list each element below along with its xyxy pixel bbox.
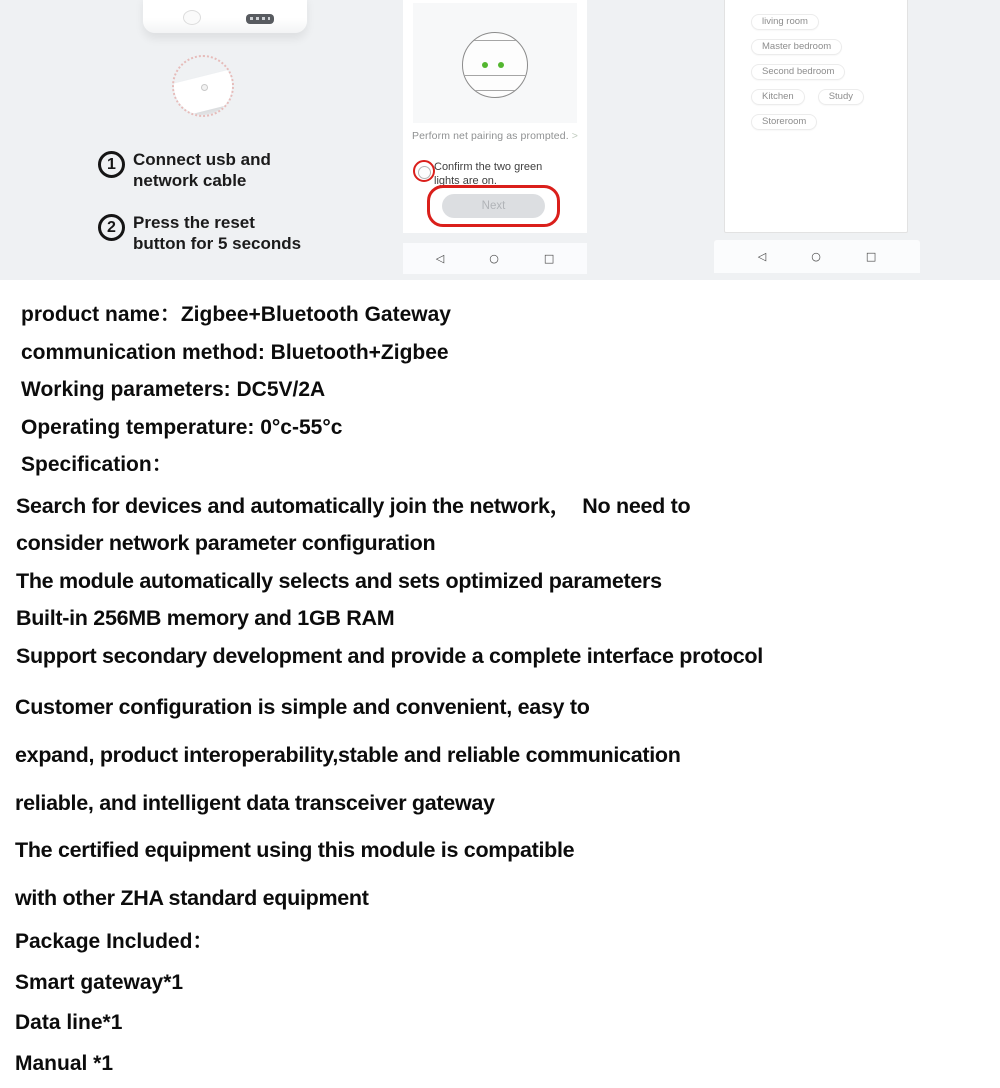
room-tag-master-bedroom[interactable]: Master bedroom <box>751 39 842 55</box>
gateway-sphere-illustration <box>462 32 528 98</box>
room-tag-storeroom[interactable]: Storeroom <box>751 114 817 130</box>
chevron-right-icon: > <box>571 130 578 142</box>
step-1-number-badge: 1 <box>98 151 125 178</box>
pairing-hint-text: Perform net pairing as prompted. > <box>412 130 578 142</box>
android-navbar <box>403 243 587 274</box>
android-back-icon[interactable]: ◁ <box>435 252 445 265</box>
package-heading: Package Included： <box>15 930 214 953</box>
sphere-line <box>463 75 527 76</box>
step-2-number-badge: 2 <box>98 214 125 241</box>
device-edge-detail <box>172 65 234 117</box>
description-line: reliable, and intelligent data transceiver gateway <box>15 790 495 815</box>
pairing-phone-screenshot <box>403 0 587 233</box>
step-1-text: Connect usb and network cable <box>133 150 271 190</box>
android-recents-icon[interactable]: □ <box>543 252 555 265</box>
description-line: The certified equipment using this module is compatible <box>15 838 575 863</box>
reset-button-detail-icon <box>201 84 208 91</box>
device-pair-button-image <box>183 10 201 25</box>
sphere-line <box>466 90 524 91</box>
room-tag-kitchen[interactable]: Kitchen <box>751 89 805 105</box>
confirm-radio-button[interactable] <box>418 166 431 179</box>
gateway-device-image <box>143 0 307 33</box>
room-tag-living-room[interactable]: living room <box>751 14 819 30</box>
description-line: with other ZHA standard equipment <box>15 886 369 911</box>
package-item: Smart gateway*1 <box>15 970 184 994</box>
package-item: Manual *1 <box>15 1051 114 1075</box>
green-led-icon <box>482 62 488 68</box>
package-item: Data line*1 <box>15 1011 123 1034</box>
spec-line: Support secondary development and provide a complete interface protocol <box>16 643 763 668</box>
sphere-line <box>469 40 521 41</box>
product-name-line: product name：Zigbee+Bluetooth Gateway <box>21 303 451 326</box>
reset-button-magnifier <box>172 55 234 117</box>
description-line: expand, product interoperability,stable and reliable communication <box>15 742 681 767</box>
room-tag-list <box>725 0 907 130</box>
specification-block <box>16 488 763 675</box>
android-back-icon[interactable]: ◁ <box>757 250 767 263</box>
room-tag-study[interactable]: Study <box>818 89 864 105</box>
working-parameters-line: Working parameters: DC5V/2A <box>21 378 326 402</box>
red-highlight-rectangle <box>427 185 560 227</box>
description-block <box>15 684 681 923</box>
android-home-icon[interactable]: ○ <box>811 250 821 263</box>
communication-method-line: communication method: Bluetooth+Zigbee <box>21 340 449 364</box>
spec-line: The module automatically selects and sets optimized parameters <box>16 568 662 593</box>
specification-heading: Specification： <box>21 453 173 477</box>
confirm-label: Confirm the two green lights are on. <box>434 161 543 187</box>
rooms-phone-screenshot <box>724 0 908 233</box>
spec-line: Search for devices and automatically join the network， No need to <box>16 494 691 518</box>
spec-line: Built-in 256MB memory and 1GB RAM <box>16 606 395 631</box>
product-info-block <box>21 296 451 484</box>
android-recents-icon[interactable]: □ <box>865 250 877 263</box>
package-block <box>15 922 213 1084</box>
description-line: Customer configuration is simple and convenient, easy to <box>15 695 590 719</box>
android-home-icon[interactable]: ○ <box>489 252 499 265</box>
green-led-icon <box>498 62 504 68</box>
device-illustration-panel <box>413 3 577 123</box>
next-button[interactable]: Next <box>442 194 545 218</box>
step-2-text: Press the reset button for 5 seconds <box>133 213 302 253</box>
device-usb-port-image <box>246 14 274 24</box>
operating-temperature-line: Operating temperature: 0°c-55°c <box>21 415 343 439</box>
room-tag-second-bedroom[interactable]: Second bedroom <box>751 64 845 80</box>
android-navbar <box>714 240 920 273</box>
spec-line: consider network parameter configuration <box>16 531 436 556</box>
hero-section <box>0 0 1000 280</box>
